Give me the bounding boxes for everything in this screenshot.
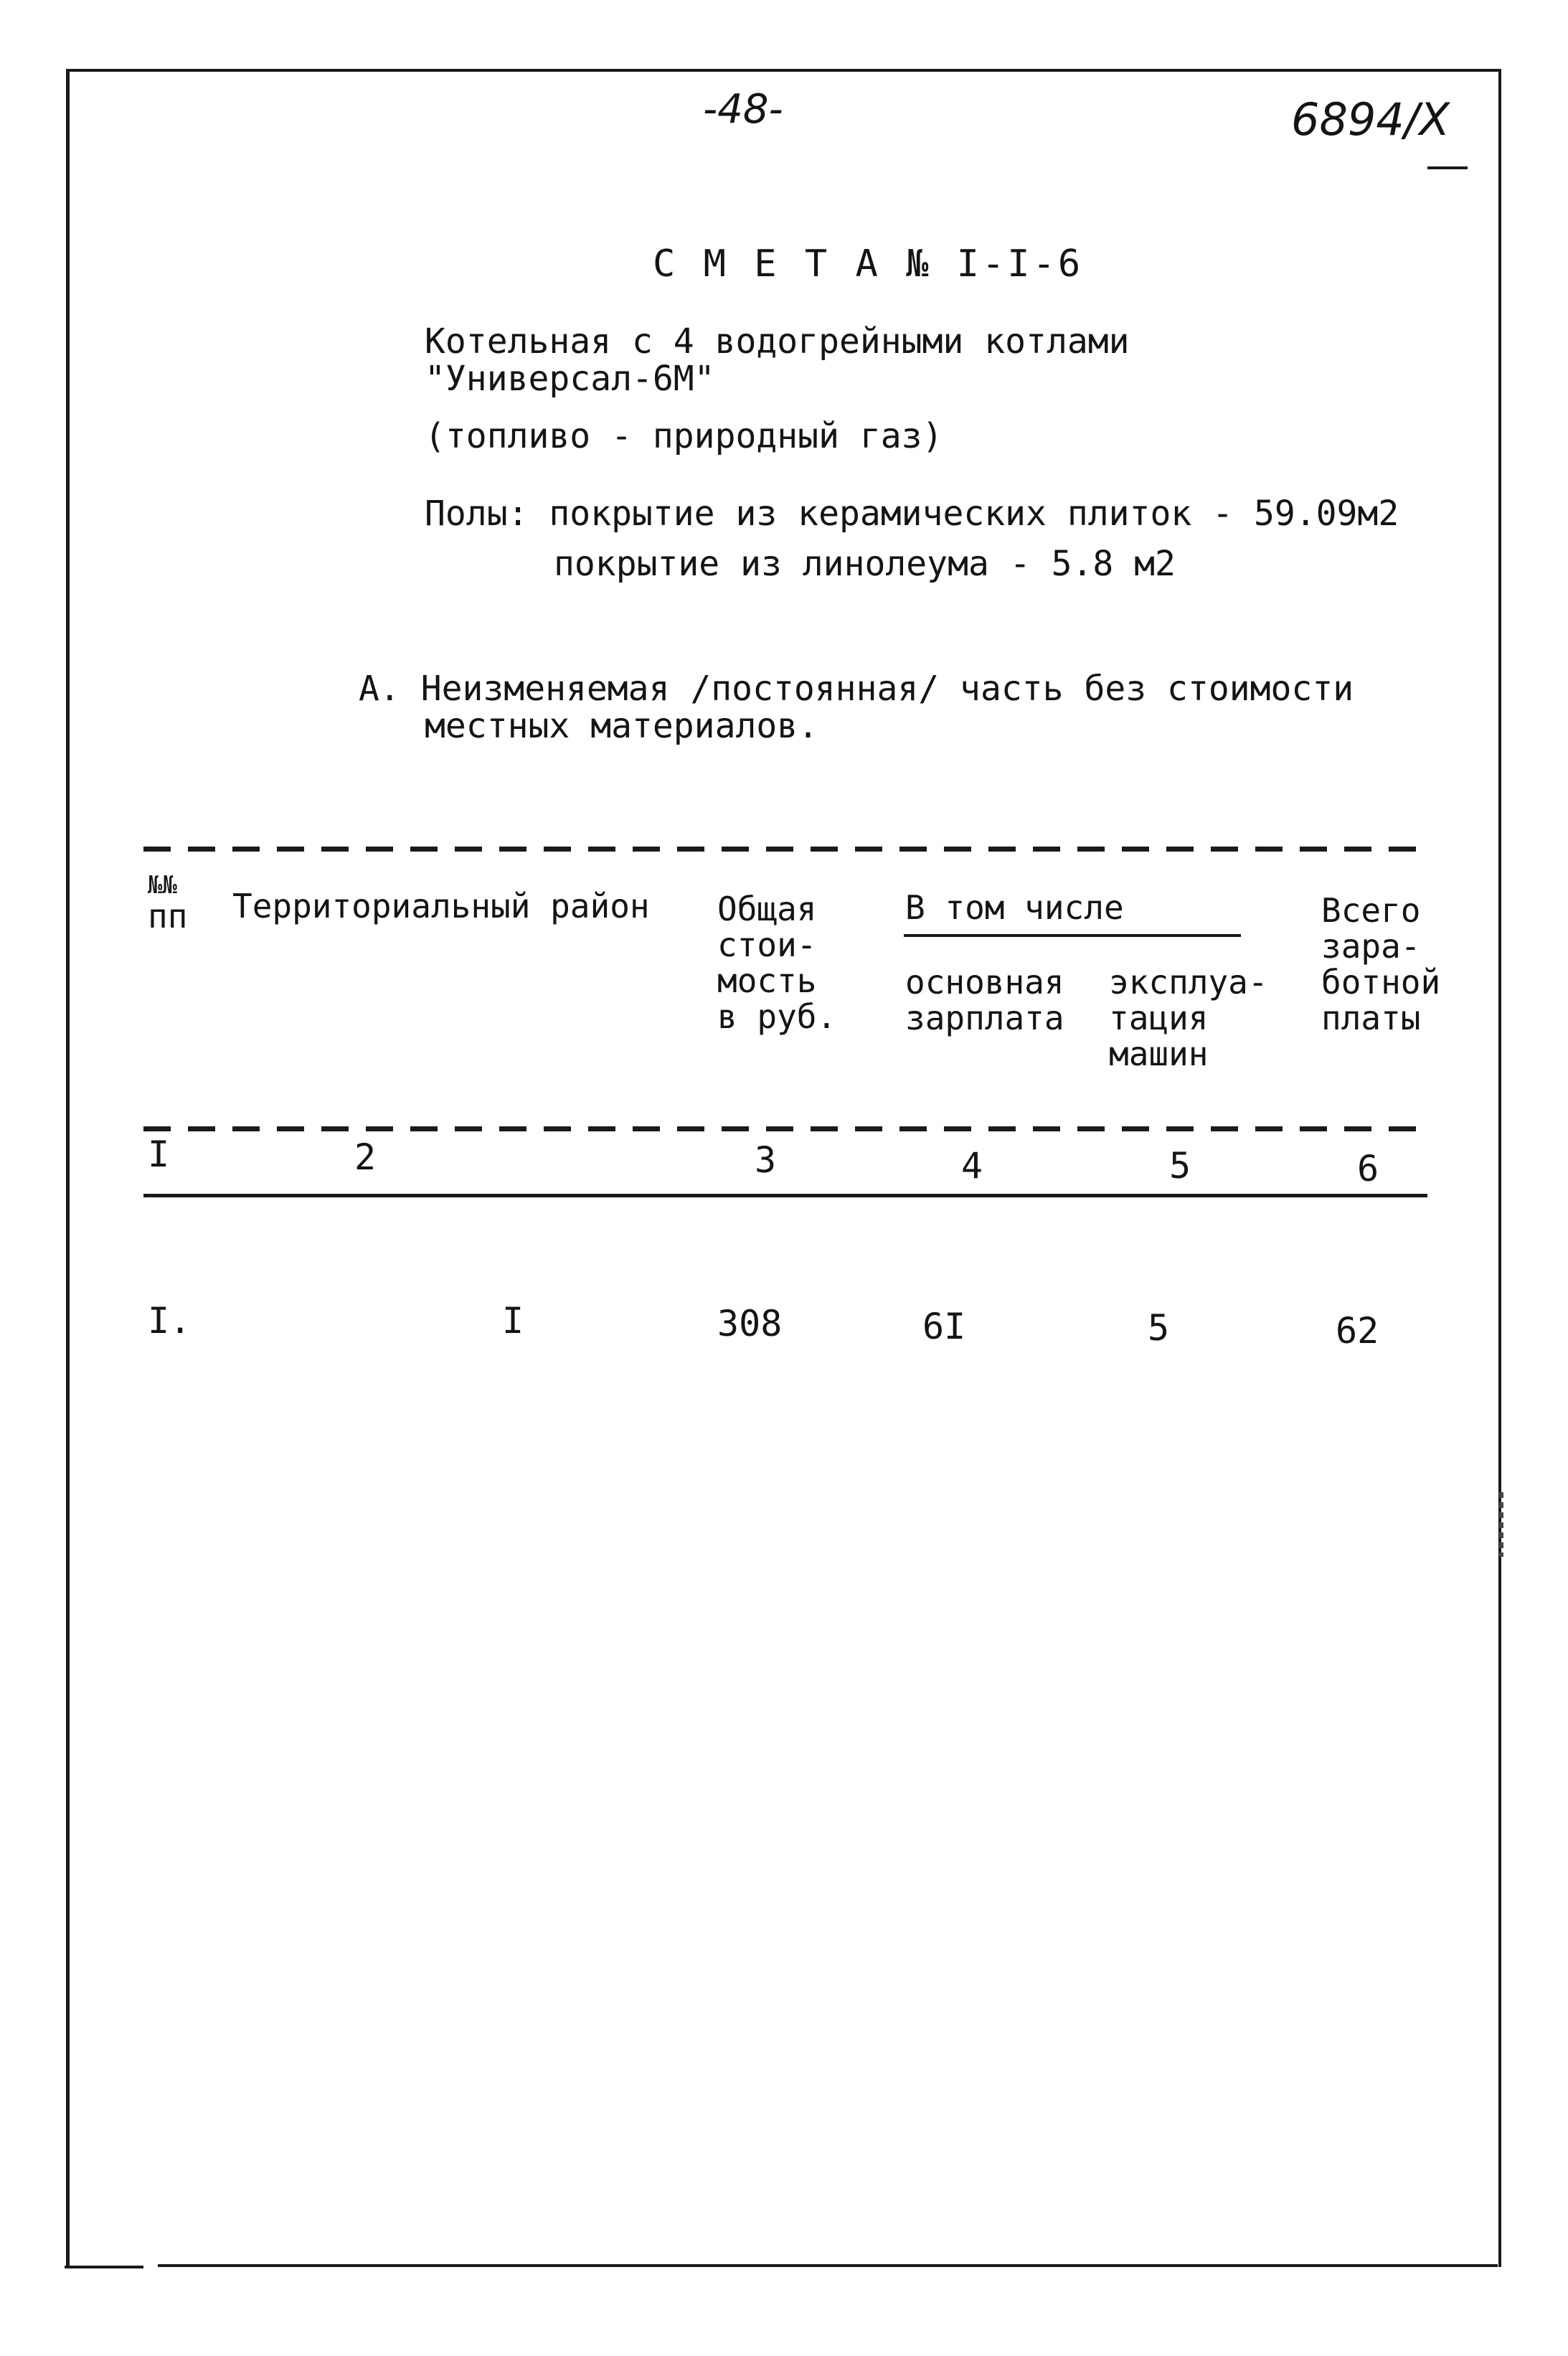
description-line-1: Котельная с 4 водогрейными котлами	[425, 321, 1130, 362]
header-line: основная	[905, 963, 1064, 1002]
header-number-line: пп	[148, 897, 188, 936]
header-line: стои-	[717, 925, 817, 964]
column-number: I	[148, 1134, 170, 1175]
section-heading: А. Неизменяемая /постоянная/ часть без стоимости	[359, 669, 1354, 709]
fuel-type: (топливо - природный газ)	[425, 416, 943, 456]
header-number	[148, 872, 187, 934]
header-line: ботной	[1321, 963, 1441, 1002]
scan-artifact	[1499, 1492, 1503, 1557]
header-total-wages	[1321, 892, 1440, 1036]
description-line-2: "Универсал-6М"	[425, 359, 715, 399]
column-number: 6	[1357, 1148, 1379, 1189]
table-cell-number: I.	[148, 1300, 192, 1342]
page-frame	[66, 69, 1501, 2267]
bottom-border	[158, 2264, 1498, 2267]
header-group-including: В том числе	[905, 888, 1124, 927]
table-cell-total-cost: 308	[717, 1303, 783, 1344]
column-number: 3	[755, 1139, 777, 1181]
header-line: платы	[1321, 999, 1421, 1037]
floors-line-1: Полы: покрытие из керамических плиток - 59.09м2	[425, 494, 1399, 534]
column-numbers-top-rule	[143, 1126, 1427, 1131]
header-district: Территориальный район	[232, 887, 650, 925]
document-number-underline	[1427, 166, 1468, 169]
table-top-rule	[143, 847, 1427, 852]
header-line: тация	[1109, 999, 1209, 1037]
estimate-title: С М Е Т А № I-I-6	[653, 242, 1084, 286]
section-heading-cont: местных материалов.	[425, 706, 819, 746]
header-line: машин	[1109, 1035, 1209, 1073]
table-cell-machines: 5	[1148, 1307, 1170, 1349]
header-line: эксплуа-	[1109, 963, 1268, 1002]
column-numbers-bottom-rule	[143, 1194, 1427, 1197]
bottom-border-left	[65, 2266, 143, 2268]
column-number: 5	[1169, 1145, 1191, 1187]
header-machines	[1109, 964, 1268, 1072]
header-total-cost	[717, 891, 836, 1035]
header-line: Всего	[1321, 891, 1421, 930]
floors-line-2: покрытие из линолеума - 5.8 м2	[554, 544, 1176, 584]
table-cell-total-wages: 62	[1336, 1310, 1379, 1352]
column-number: 4	[961, 1145, 983, 1187]
group-underline	[904, 934, 1241, 937]
header-line: в руб.	[717, 997, 837, 1036]
page-number: -48-	[703, 86, 783, 133]
table-cell-district: I	[502, 1300, 524, 1342]
header-base-wages	[905, 964, 1064, 1036]
header-line: зара-	[1321, 927, 1421, 966]
header-number-line: №№	[148, 871, 177, 900]
header-line: зарплата	[905, 999, 1064, 1037]
header-line: Общая	[717, 890, 817, 928]
header-line: мость	[717, 961, 817, 1000]
column-number: 2	[354, 1136, 377, 1178]
table-cell-base-wages: 6I	[922, 1306, 966, 1347]
document-number: 6894/X	[1291, 93, 1450, 146]
